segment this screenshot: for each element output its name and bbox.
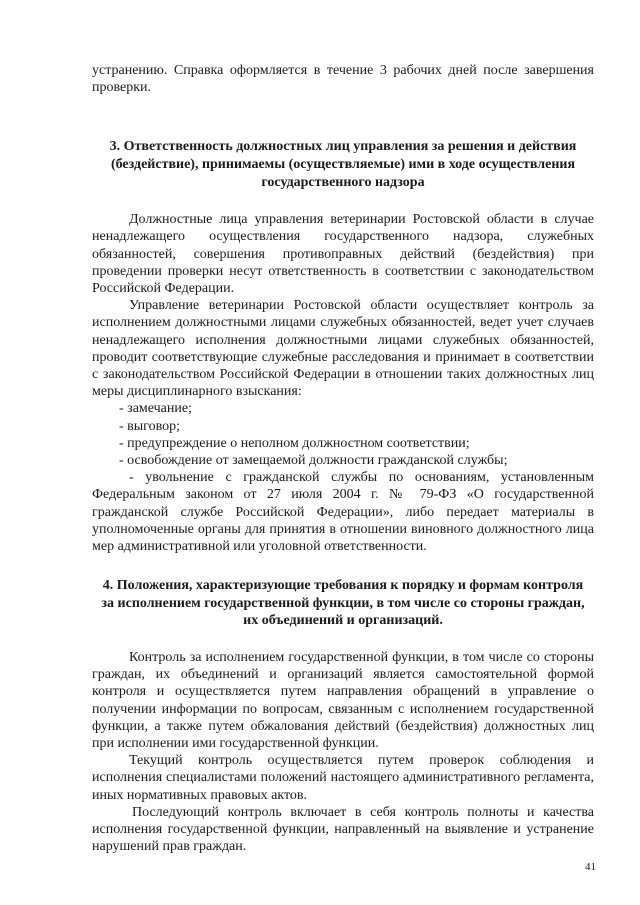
- section-4-paragraph-3: Последующий контроль включает в себя контроль полноты и качества исполнения государственной функции, направленный на выявление и устранение нарушений прав граждан.: [92, 804, 594, 855]
- document-page: [92, 62, 594, 855]
- section-3-paragraph-1: Должностные лица управления ветеринарии Ростовской области в случае ненадлежащего осуществления государственного надзора, служебных обязанностей, совершения противоправных действий (бездействия) при проведении проверки несут ответственность в соответствии с законодательством Российской Федерации.: [92, 212, 594, 296]
- section-4-paragraph-1: Контроль за исполнением государственной функции, в том числе со стороны граждан, их объединений и организаций является самостоятельной формой контроля и осуществляется путем направления обращений в управление о получении информации по вопросам, связанным с исполнением государственной функции, а также путем обжалования действий (бездействия) должностных лиц при исполнении ими государственной функции.: [92, 650, 594, 752]
- list-item: - предупреждение о неполном должностном соответствии;: [119, 435, 470, 451]
- list-item: - освобождение от замещаемой должности гражданской службы;: [119, 453, 508, 469]
- section-4-heading: 4. Положения, характеризующие требования к порядку и формам контроля за исполнением государственной функции, в том числе со стороны граждан, их объединений и организаций.: [101, 578, 585, 629]
- intro-paragraph: устранению. Справка оформляется в течение 3 рабочих дней после завершения проверки.: [92, 63, 594, 96]
- penalty-list: [92, 400, 594, 555]
- page-number: 41: [585, 861, 596, 873]
- list-item: - увольнение с гражданской службы по основаниям, установленным Федеральным законом от 27 июля 2004 г. № 79-ФЗ «О государственной гражданской службе Российской Федерации», либо передает материалы в уполномоченные органы для принятия в отношении виновного должностного лица мер административной или уголовной ответственности.: [92, 470, 594, 555]
- section-3-heading: 3. Ответственность должностных лиц управления за решения и действия (бездействие), принимаемы (осуществляемые) ими в ходе осуществления государственного надзора: [109, 139, 577, 190]
- list-item: - замечание;: [119, 401, 192, 417]
- section-4-paragraph-2: Текущий контроль осуществляется путем проверок соблюдения и исполнения специалистами положений настоящего административного регламента, иных нормативных правовых актов.: [92, 753, 594, 803]
- list-item: - выговор;: [119, 418, 180, 434]
- section-3-paragraph-2: Управление ветеринарии Ростовской области осуществляет контроль за исполнением должностными лицами служебных обязанностей, ведет учет случаев ненадлежащего исполнения должностными лицами служебных обязанностей, проводит соответствующие служебные расследования и принимает в соответствии с законодательством Российской Федерации в отношении таких должностных лиц меры дисциплинарного взыскания:: [92, 298, 594, 400]
